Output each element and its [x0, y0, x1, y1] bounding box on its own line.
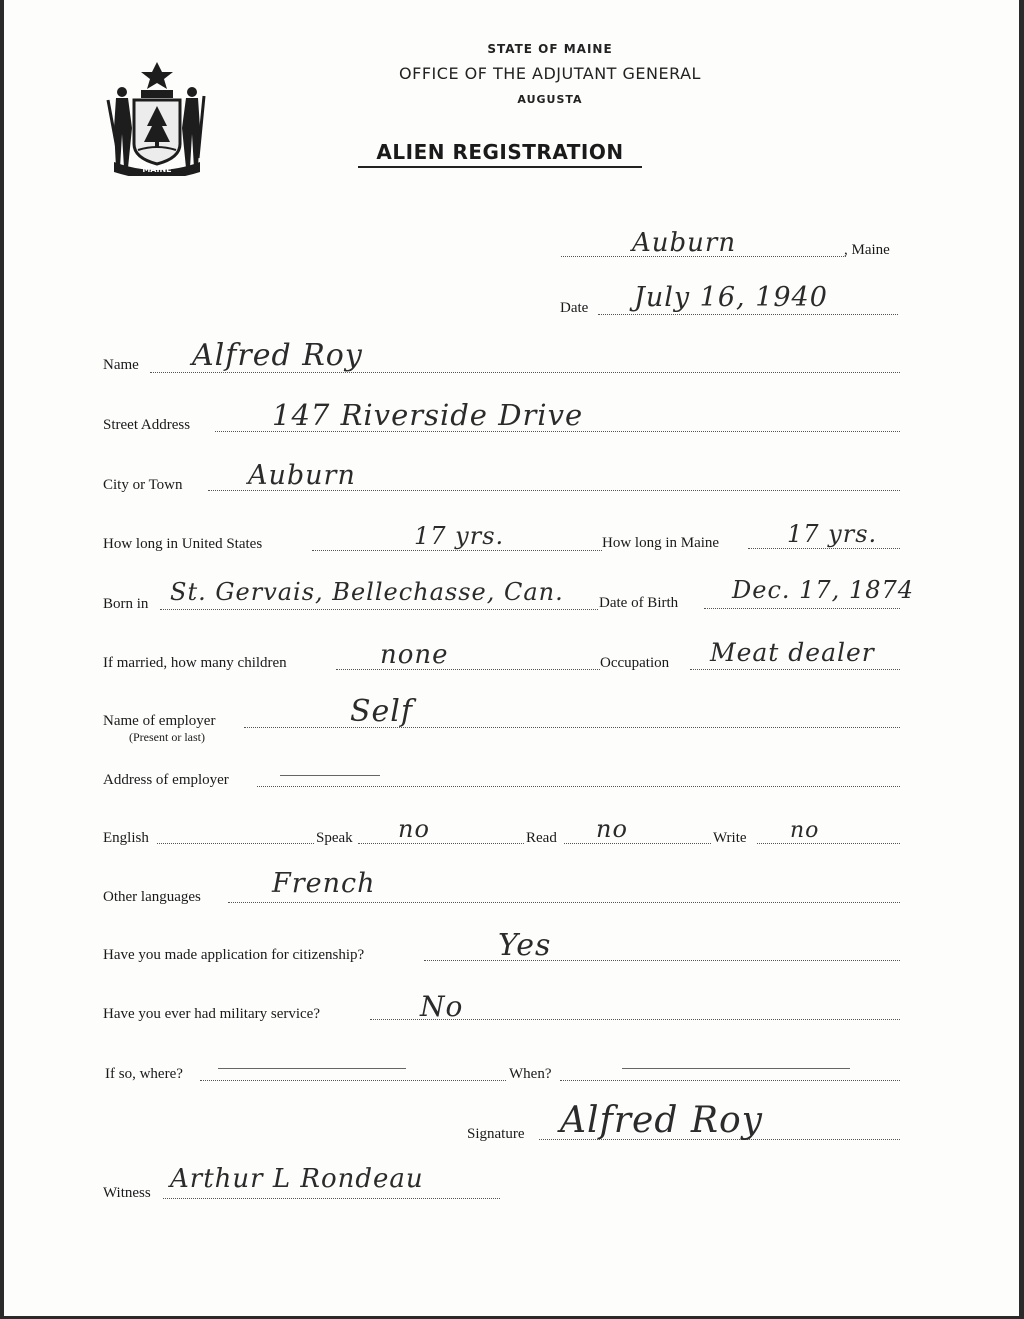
when-dash [622, 1068, 850, 1069]
write-value: no [790, 818, 820, 843]
city-label: City or Town [103, 477, 183, 493]
dob-label: Date of Birth [599, 595, 679, 611]
born-value: St. Gervais, Bellechasse, Can. [170, 578, 564, 606]
employer-address-label: Address of employer [103, 772, 229, 788]
languages-line [228, 902, 900, 903]
date-label: Date [560, 300, 589, 316]
employer-line [244, 727, 900, 728]
signature-label: Signature [467, 1126, 525, 1142]
street-value: 147 Riverside Drive [272, 398, 584, 432]
speak-label: Speak [316, 830, 353, 846]
date-line [598, 314, 898, 315]
us-years-line [312, 550, 602, 551]
military-label: Have you ever had military service? [103, 1006, 320, 1022]
us-years-label: How long in United States [103, 536, 263, 552]
form-title: ALIEN REGISTRATION [358, 140, 642, 168]
read-label: Read [526, 830, 557, 846]
place-value: Auburn [632, 228, 737, 258]
when-label: When? [509, 1066, 552, 1082]
children-line [336, 669, 600, 670]
read-line [564, 843, 711, 844]
born-line [160, 609, 598, 610]
occupation-value: Meat dealer [710, 638, 875, 667]
employer-address-line [257, 786, 900, 787]
employer-address-dash [280, 775, 380, 776]
maine-years-line [748, 548, 900, 549]
read-value: no [596, 815, 628, 843]
left-scan-edge [0, 0, 4, 1319]
employer-sublabel: (Present or last) [129, 730, 205, 744]
dob-line [704, 608, 900, 609]
street-label: Street Address [103, 417, 191, 433]
speak-line [358, 843, 524, 844]
citizenship-label: Have you made application for citizenship? [103, 947, 365, 963]
born-label: Born in [103, 596, 149, 612]
witness-value: Arthur L Rondeau [170, 1164, 424, 1194]
where-dash [218, 1068, 406, 1069]
where-line [200, 1080, 506, 1081]
maine-state-seal [104, 58, 210, 176]
english-line [157, 843, 314, 844]
us-years-value: 17 yrs. [414, 522, 505, 550]
languages-label: Other languages [103, 889, 201, 905]
state-heading: STATE OF MAINE [487, 42, 613, 56]
when-line [560, 1080, 900, 1081]
citizenship-value: Yes [498, 928, 552, 963]
where-label: If so, where? [105, 1066, 183, 1082]
maine-years-label: How long in Maine [602, 535, 720, 551]
right-scan-edge [1019, 0, 1024, 1319]
citizenship-line [424, 960, 900, 961]
name-label: Name [103, 357, 139, 373]
maine-years-value: 17 yrs. [787, 520, 878, 548]
signature-value: Alfred Roy [560, 1100, 763, 1141]
witness-line [163, 1198, 500, 1199]
speak-value: no [398, 815, 430, 843]
place-suffix: , Maine [844, 242, 890, 258]
name-value: Alfred Roy [192, 338, 363, 373]
children-label: If married, how many children [103, 655, 287, 671]
write-label: Write [713, 830, 747, 846]
languages-value: French [272, 868, 376, 899]
english-label: English [103, 830, 149, 846]
seal-ribbon-text: MAINE [142, 165, 172, 174]
dob-value: Dec. 17, 1874 [732, 576, 915, 604]
date-value: July 16, 1940 [634, 282, 828, 313]
occupation-label: Occupation [600, 655, 670, 671]
military-value: No [420, 990, 464, 1023]
employer-label: Name of employer [103, 713, 216, 729]
occupation-line [690, 669, 900, 670]
office-heading: OFFICE OF THE ADJUTANT GENERAL [399, 64, 701, 83]
children-value: none [380, 640, 449, 670]
city-value: Auburn [248, 460, 356, 491]
write-line [757, 843, 900, 844]
employer-value: Self [350, 694, 414, 729]
city-heading: AUGUSTA [517, 93, 583, 106]
witness-label: Witness [103, 1185, 151, 1201]
